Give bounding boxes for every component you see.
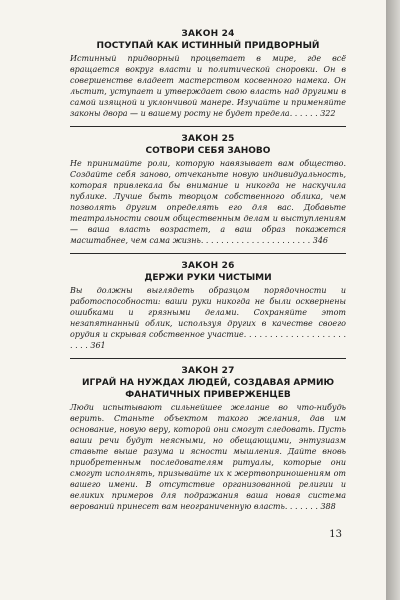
law-page-number: 346 [312, 236, 329, 245]
law-description [70, 158, 346, 246]
law-title: ИГРАЙ НА НУЖДАХ ЛЮДЕЙ, СОЗДАВАЯ АРМИЮ ФАНАТИЧНЫХ ПРИВЕРЖЕНЦЕВ [81, 378, 335, 400]
law-text-body: Не принимайте роли, которую навязывает вам общество. Создайте себя заново, отчеканьте новую индивидуальность, которая привлекала бы внимание и никогда не наскучила публике. Лучше быть творцом собственного облика, чем позволять другим определять его для вас. Добавьте театральности своим общественным делам и выступлениям — ваша власть возрастет, а ваш образ покажется масштабнее, чем сама жизнь. . . . . . . . . . . . . . . . . . . . . . [70, 159, 346, 245]
law-entry-26 [70, 253, 346, 351]
law-title: СОТВОРИ СЕБЯ ЗАНОВО [145, 146, 271, 156]
book-spine-edge [386, 0, 400, 600]
law-entry-24 [70, 28, 346, 119]
law-description [70, 53, 346, 119]
law-title: ДЕРЖИ РУКИ ЧИСТЫМИ [144, 273, 272, 283]
law-description [70, 402, 346, 512]
page-folio-number: 13 [329, 529, 342, 540]
law-number: ЗАКОН 27 [181, 366, 235, 376]
law-text-body: Вы должны выглядеть образцом порядочности и работоспособности: ваши руки никогда не были осквернены ошибками и грязными делами. Сохраняйте этот незапятнанный облик, используя других в качестве своего орудия и скрывая собственное участие. . . . . . . . . . . . . . . . . . . . . . . . [70, 286, 346, 350]
law-entry-27 [70, 358, 346, 512]
law-number: ЗАКОН 24 [181, 29, 235, 39]
law-text-body: Истинный придворный процветает в мире, где всё вращается вокруг власти и политической сноровки. Он в совершенстве владеет мастерством косвенного намека. Он льстит, уступает и утверждает свою власть над другими в самой изящной и уклончивой манере. Изучайте и применяйте законы двора — и вашему росту не будет предела. . . . . . [70, 54, 346, 118]
law-number: ЗАКОН 25 [181, 134, 235, 144]
law-page-number: 322 [320, 109, 336, 118]
law-entry-25 [70, 126, 346, 246]
law-title: ПОСТУПАЙ КАК ИСТИННЫЙ ПРИДВОРНЫЙ [96, 41, 320, 51]
law-text-body: Люди испытывают сильнейшее желание во что-нибудь верить. Станьте объектом такого желания, дав им основание, новую веру, которой они смогут следовать. Пусть ваши речи будут неясными, но обещающими, энтузиазм ставьте выше разума и ясности мышления. Дайте вновь приобретенным последователям ритуалы, которые они смогут исполнять, призывайте их к жертвоприношениям от вашего имени. В отсутствие организованной религии и великих примеров для подражания ваша новая система верований принесет вам неограниченную власть. . . . . . . [70, 403, 346, 511]
law-number: ЗАКОН 26 [181, 261, 235, 271]
law-description [70, 285, 346, 351]
law-page-number: 388 [320, 502, 336, 511]
law-page-number: 361 [90, 341, 106, 350]
